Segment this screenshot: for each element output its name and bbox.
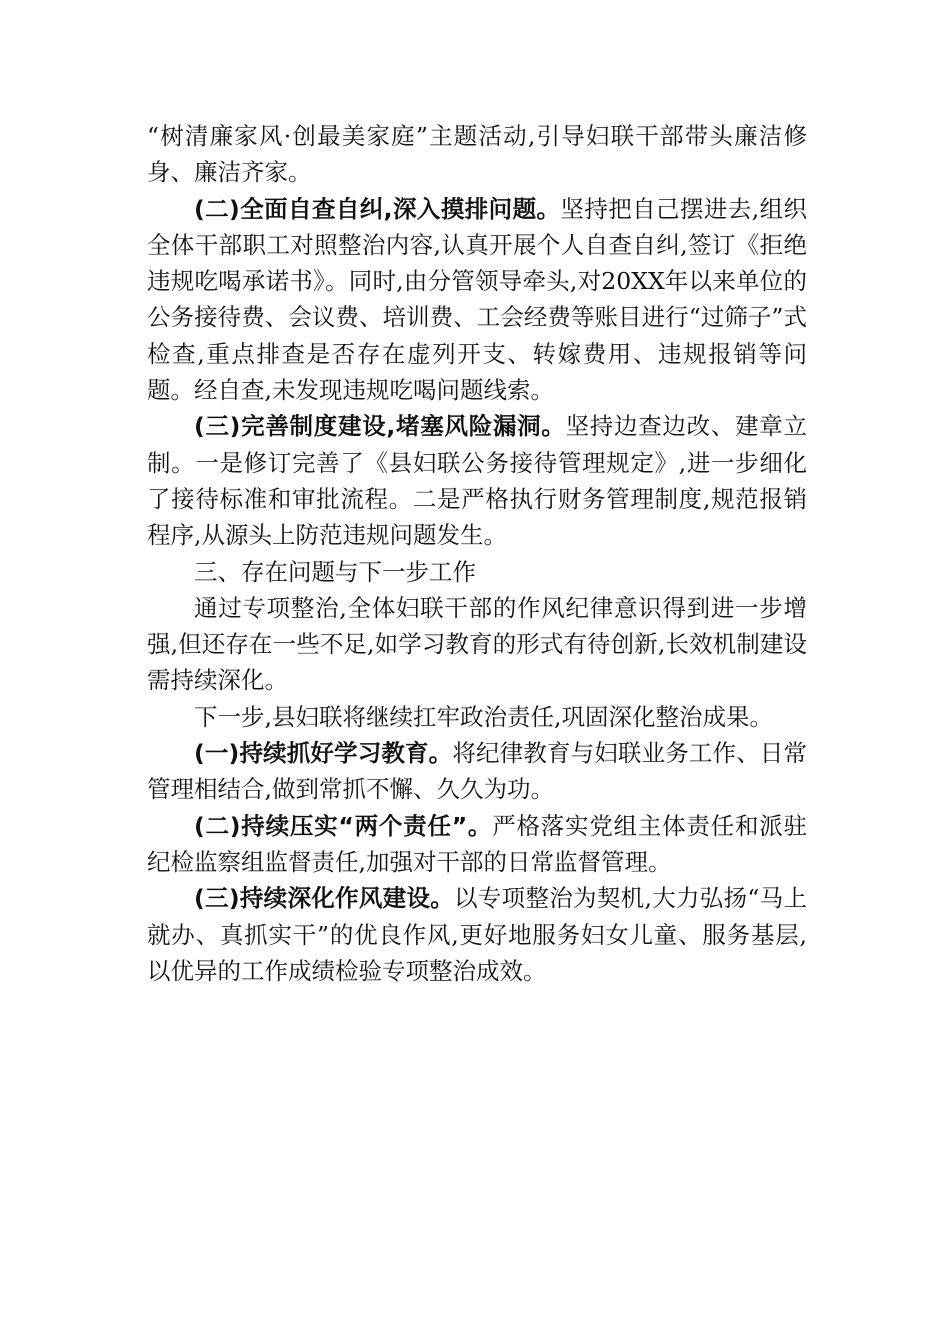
paragraph-work-style — [147, 880, 807, 989]
paragraph-text: 下一步,县妇联将继续扛牢政治责任,巩固深化整治成果。 — [194, 702, 773, 731]
paragraph-system-building — [147, 408, 807, 553]
paragraph-text: 以专项整治为契机,大力弘扬“马上就办、真抓实干”的优良作风,更好地服务妇女儿童、服务基层,以优异的工作成绩检验专项整治成效。 — [147, 884, 808, 985]
paragraph-text: “树清廉家风·创最美家庭”主题活动,引导妇联干部带头廉洁修身、廉洁齐家。 — [147, 122, 807, 187]
paragraph-study-education — [147, 735, 807, 808]
paragraph-text: 将纪律教育与妇联业务工作、日常管理相结合,做到常抓不懈、久久为功。 — [147, 739, 808, 804]
paragraph-text: 坚持边查边改、建章立制。一是修订完善了《县妇联公务接待管理规定》,进一步细化了接待标准和审批流程。二是严格执行财务管理制度,规范报销程序,从源头上防范违规问题发生。 — [147, 412, 807, 550]
paragraph-self-inspection — [147, 191, 807, 409]
paragraph-lead: (一)持续抓好学习教育。 — [194, 739, 453, 768]
paragraph-lead: (二)持续压实“两个责任”。 — [194, 811, 493, 840]
section-heading: 三、存在问题与下一步工作 — [194, 557, 476, 586]
paragraph-text: 坚持把自己摆进去,组织全体干部职工对照整治内容,认真开展个人自查自纠,签订《拒绝违规吃喝承诺书》。同时,由分管领导牵头,对20XX年以来单位的公务接待费、会议费、培训费、工会经费等账目进行“过筛子”式检查,重点排查是否存在虚列开支、转嫁费用、违规报销等问题。经自查,未发现违规吃喝问题线索。 — [147, 194, 807, 405]
paragraph-two-responsibilities — [147, 808, 807, 881]
document-page — [147, 118, 807, 989]
paragraph-text: 通过专项整治,全体妇联干部的作风纪律意识得到进一步增强,但还存在一些不足,如学习教育的形式有待创新,长效机制建设需持续深化。 — [147, 593, 807, 695]
paragraph-lead: (三)持续深化作风建设。 — [194, 884, 455, 913]
paragraph-next-steps — [147, 699, 807, 735]
paragraph-lead: (二)全面自查自纠,深入摸排问题。 — [194, 194, 561, 223]
paragraph-activity-continued — [147, 118, 807, 191]
paragraph-problems — [147, 590, 807, 699]
paragraph-lead: (三)完善制度建设,堵塞风险漏洞。 — [194, 412, 566, 441]
paragraph-text: 严格落实党组主体责任和派驻纪检监察组监督责任,加强对干部的日常监督管理。 — [147, 811, 808, 876]
